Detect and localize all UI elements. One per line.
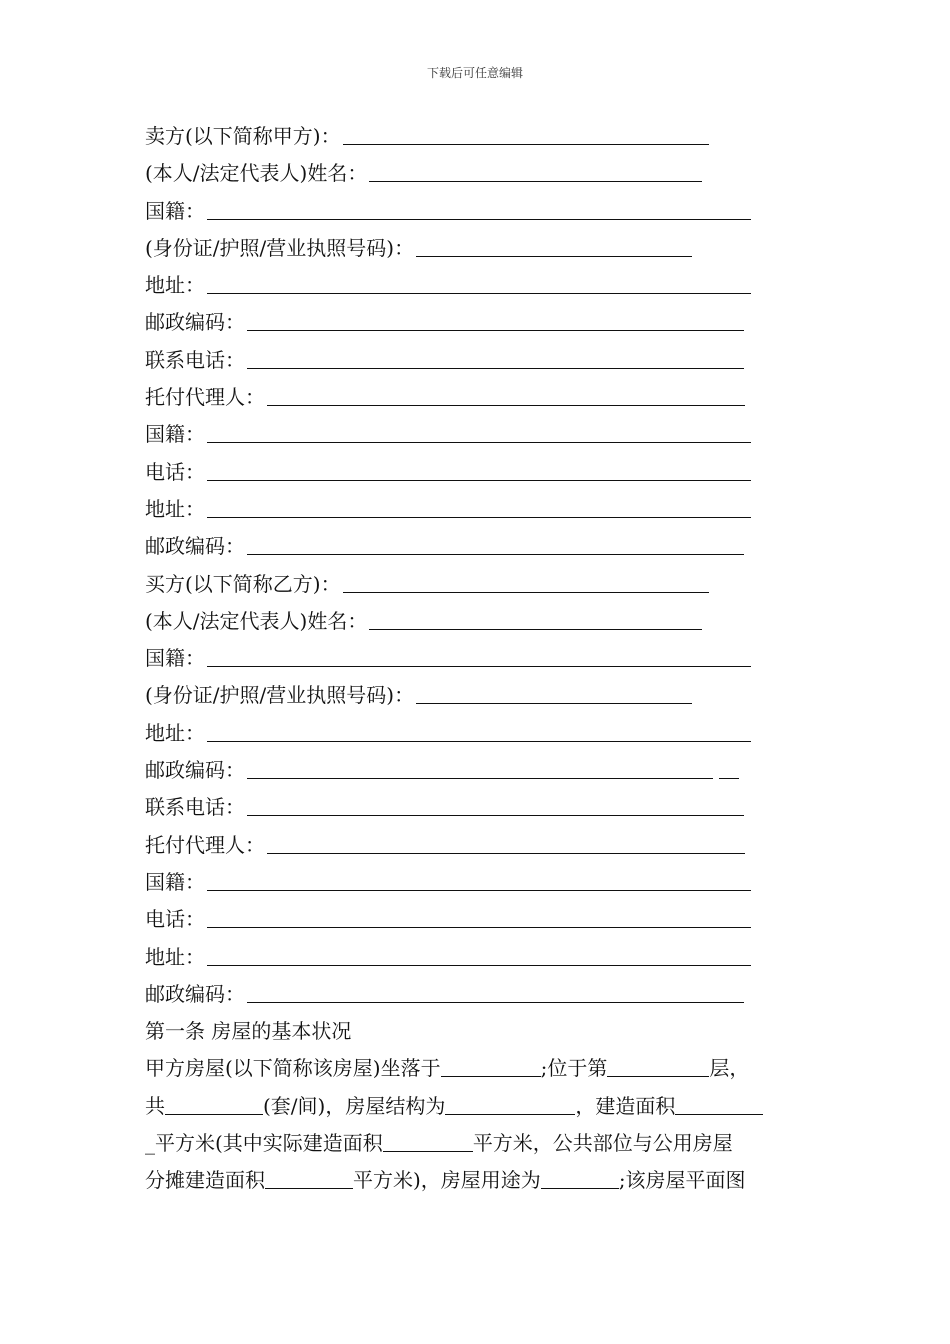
buyer-phone-label: 联系电话： (145, 795, 245, 820)
seller-agent-phone-label: 电话： (145, 459, 205, 484)
buyer-agent-nationality-row (145, 864, 810, 901)
article1-l4-text-b: 平方米)，房屋用途为 (353, 1168, 541, 1193)
article1-l2-text-b: (套/间)，房屋结构为 (263, 1093, 446, 1118)
seller-agent-nationality-row (145, 416, 810, 453)
article1-line-1 (145, 1050, 810, 1087)
total-units-field[interactable] (165, 1092, 263, 1115)
seller-address-label: 地址： (145, 273, 205, 298)
buyer-address-row (145, 715, 810, 752)
seller-agent-field[interactable] (267, 383, 745, 406)
seller-nationality-field[interactable] (207, 197, 751, 220)
article1-l2-text-c: ，建造面积 (575, 1093, 676, 1118)
article1-heading (145, 1013, 810, 1050)
seller-phone-field[interactable] (247, 346, 744, 369)
seller-agent-postcode-label: 邮政编码： (145, 534, 245, 559)
seller-rep-label: (本人/法定代表人)姓名： (145, 161, 368, 186)
article1-l3-text-b: 平方米，公共部位与公用房屋 (472, 1131, 733, 1156)
structure-field[interactable] (445, 1092, 575, 1115)
article1-l2-text-a: 共 (145, 1093, 165, 1118)
buyer-agent-nationality-label: 国籍： (145, 869, 205, 894)
seller-postcode-field[interactable] (247, 308, 744, 331)
article1-heading-text: 第一条 房屋的基本状况 (145, 1019, 352, 1044)
buyer-phone-field[interactable] (247, 793, 744, 816)
page-header: 下载后可任意编辑 (426, 66, 523, 80)
buyer-postcode-label: 邮政编码： (145, 758, 245, 783)
article1-line-2 (145, 1088, 810, 1125)
buyer-agent-row (145, 827, 810, 864)
buyer-rep-row (145, 603, 810, 640)
seller-address-field[interactable] (207, 271, 751, 294)
seller-agent-nationality-label: 国籍： (145, 422, 205, 447)
seller-postcode-label: 邮政编码： (145, 310, 245, 335)
buyer-id-field[interactable] (416, 681, 692, 704)
buyer-address-field[interactable] (207, 719, 751, 742)
article1-line-4 (145, 1162, 810, 1199)
seller-phone-row (145, 342, 810, 379)
article1-l3-text-a: _平方米(其中实际建造面积 (145, 1131, 383, 1156)
seller-title-label: 卖方(以下简称甲方)： (145, 124, 341, 148)
buyer-agent-address-row (145, 939, 810, 976)
actual-area-field[interactable] (383, 1129, 473, 1152)
seller-postcode-row (145, 304, 810, 341)
buyer-agent-phone-field[interactable] (207, 905, 751, 928)
buyer-rep-label: (本人/法定代表人)姓名： (145, 608, 368, 633)
buyer-agent-phone-row (145, 901, 810, 938)
seller-agent-address-field[interactable] (207, 495, 751, 518)
buyer-postcode-field[interactable] (247, 756, 713, 779)
seller-nationality-label: 国籍： (145, 198, 205, 223)
buyer-agent-label: 托付代理人： (145, 832, 265, 857)
buyer-agent-postcode-row (145, 976, 810, 1013)
article1-l4-text-a: 分摊建造面积 (145, 1168, 265, 1193)
seller-agent-phone-field[interactable] (207, 458, 751, 481)
buyer-postcode-field-tail[interactable] (719, 756, 739, 779)
article1-line-3 (145, 1125, 810, 1162)
buyer-agent-nationality-field[interactable] (207, 868, 751, 891)
buyer-agent-postcode-field[interactable] (247, 980, 744, 1003)
floor-field[interactable] (607, 1054, 709, 1077)
buyer-address-label: 地址： (145, 720, 205, 745)
seller-id-field[interactable] (416, 234, 692, 257)
seller-rep-row (145, 155, 810, 192)
buyer-name-field[interactable] (343, 570, 709, 593)
buyer-id-row (145, 677, 810, 714)
seller-address-row (145, 267, 810, 304)
seller-id-row (145, 230, 810, 267)
article1-l1-text-a: 甲方房屋(以下简称该房屋)坐落于 (145, 1056, 441, 1081)
buyer-postcode-row (145, 752, 810, 789)
buyer-nationality-label: 国籍： (145, 646, 205, 671)
buyer-agent-phone-label: 电话： (145, 907, 205, 932)
seller-agent-nationality-field[interactable] (207, 420, 751, 443)
buyer-agent-address-field[interactable] (207, 943, 751, 966)
buyer-agent-field[interactable] (267, 831, 745, 854)
article1-l1-text-b: ;位于第 (540, 1056, 608, 1081)
buyer-rep-field[interactable] (369, 607, 702, 630)
article1-l4-text-c: ;该房屋平面图 (618, 1168, 746, 1193)
seller-agent-phone-row (145, 454, 810, 491)
seller-agent-address-label: 地址： (145, 496, 205, 521)
buyer-agent-address-label: 地址： (145, 944, 205, 969)
seller-agent-row (145, 379, 810, 416)
usage-field[interactable] (541, 1166, 619, 1189)
buyer-id-label: (身份证/护照/营业执照号码)： (145, 683, 415, 708)
shared-area-field[interactable] (265, 1166, 353, 1189)
buyer-title-label: 买方(以下简称乙方)： (145, 571, 341, 596)
seller-agent-postcode-field[interactable] (247, 532, 744, 555)
buyer-nationality-row (145, 640, 810, 677)
seller-nationality-row (145, 193, 810, 230)
seller-rep-field[interactable] (369, 159, 702, 182)
seller-name-field[interactable] (343, 122, 709, 145)
article1-l1-text-c: 层， (709, 1056, 750, 1081)
buyer-agent-postcode-label: 邮政编码： (145, 981, 245, 1006)
buyer-nationality-field[interactable] (207, 644, 751, 667)
seller-id-label: (身份证/护照/营业执照号码)： (145, 235, 415, 260)
seller-title-row (145, 118, 810, 155)
building-area-field[interactable] (675, 1092, 763, 1115)
seller-agent-address-row (145, 491, 810, 528)
article1-paragraph (145, 1050, 810, 1199)
buyer-phone-row (145, 789, 810, 826)
buyer-title-row (145, 566, 810, 603)
contract-body (145, 118, 810, 1200)
seller-phone-label: 联系电话： (145, 347, 245, 372)
location-field[interactable] (441, 1054, 541, 1077)
seller-agent-label: 托付代理人： (145, 385, 265, 410)
seller-agent-postcode-row (145, 528, 810, 565)
